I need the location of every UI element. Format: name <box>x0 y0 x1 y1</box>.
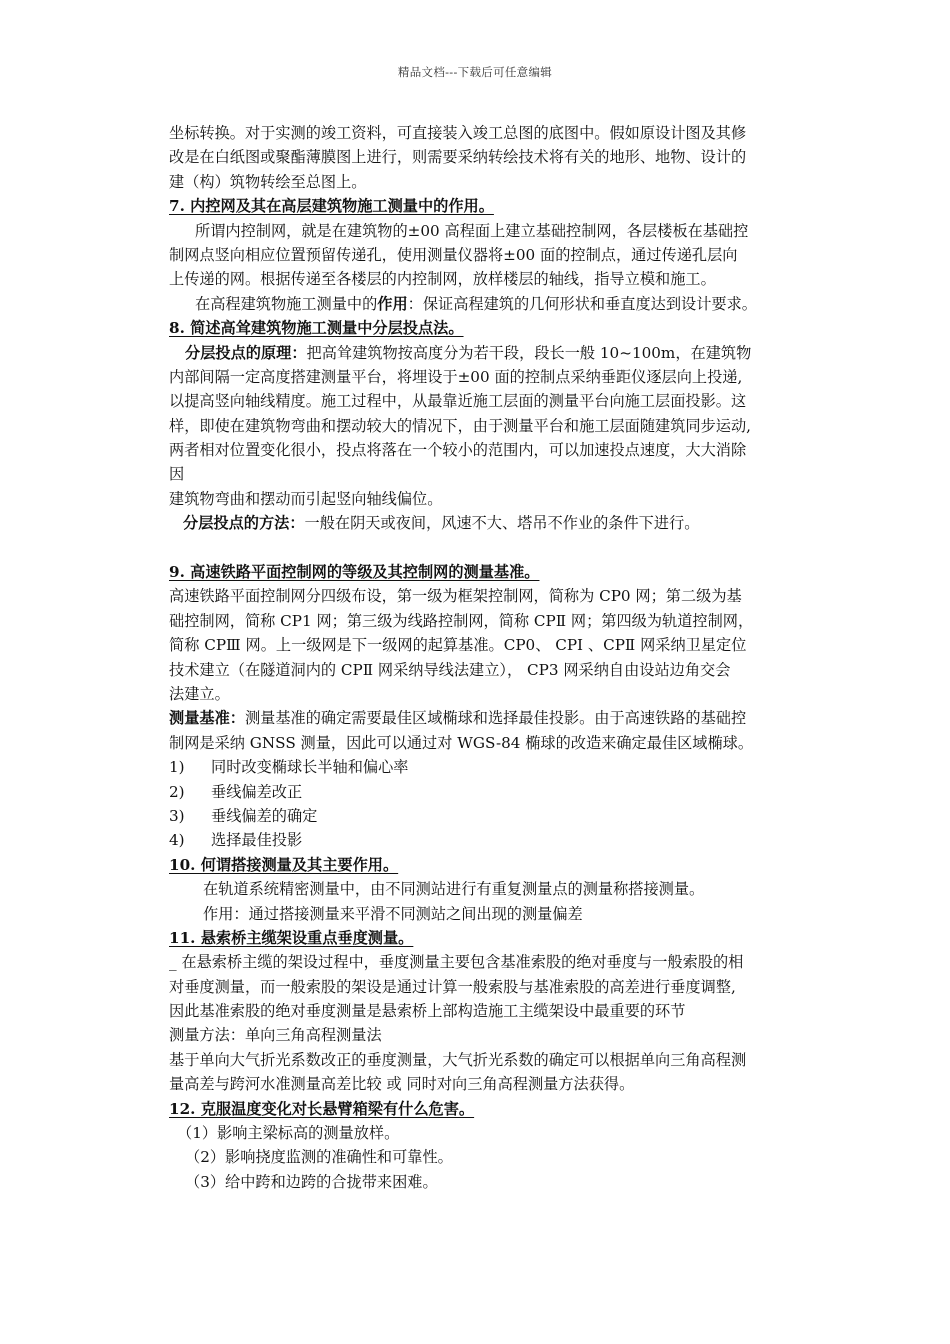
body-line: 建（构）筑物转绘至总图上。 <box>169 172 367 191</box>
list-item: （1）影响主梁标高的测量放样。 <box>177 1124 400 1143</box>
body-line: 对垂度测量，而一般索股的架设是通过计算一般索股与基准索股的高差进行垂度调整, <box>169 977 736 996</box>
section-7-role <box>169 292 809 316</box>
body-line: _ 在悬索桥主缆的架设过程中，垂度测量主要包含基准索股的绝对垂度与一般索股的相 <box>169 953 744 972</box>
section-heading-11: 11. 悬索桥主缆架设重点垂度测量。 <box>169 928 414 947</box>
body-line: 在轨道系统精密测量中，由不同测站进行有重复测量点的测量称搭接测量。 <box>203 880 705 899</box>
body-line: 制网是采纳 GNSS 测量，因此可以通过对 WGS-84 椭球的改造来确定最佳区域椭球。 <box>169 733 754 752</box>
body-line: 样，即使在建筑物弯曲和摆动较大的情况下，由于测量平台和施工层面随建筑同步运动, <box>169 416 751 435</box>
body-line: 所谓内控制网，就是在建筑物的±00 高程面上建立基础控制网，各层楼板在基础控 <box>195 221 749 240</box>
list-number: 3) <box>169 806 185 825</box>
page-header: 精品文档---下载后可任意编辑 <box>397 65 553 79</box>
list-item: （2）影响挠度监测的准确性和可靠性。 <box>185 1148 453 1167</box>
list-text: 同时改变椭球长半轴和偏心率 <box>211 758 409 777</box>
body-line: 以提高竖向轴线精度。施工过程中，从最靠近施工层面的测量平台向施工层面投影。这 <box>169 392 747 411</box>
role-label: 作用 <box>377 294 408 313</box>
body-line: 两者相对位置变化很小，投点将落在一个较小的范围内，可以加速投点速度，大大消除 <box>169 441 747 460</box>
list-number: 2) <box>169 782 185 801</box>
body-line: 改是在白纸图或聚酯薄膜图上进行，则需要采纳转绘技术将有关的地形、地物、设计的 <box>169 148 747 167</box>
method-line <box>169 511 809 535</box>
body-line: 上传递的网。根据传递至各楼层的内控制网，放样楼层的轴线，指导立模和施工。 <box>169 270 716 289</box>
section-heading-9: 9. 高速铁路平面控制网的等级及其控制网的测量基准。 <box>169 563 540 582</box>
list-item <box>169 828 809 852</box>
section-heading-8: 8. 简述高耸建筑物施工测量中分层投点法。 <box>169 319 464 338</box>
body-line: 技术建立（在隧道洞内的 CPⅡ 网采纳导线法建立）， CP3 网采纳自由设站边角交会 <box>169 660 731 679</box>
body-line: 制网点竖向相应位置预留传递孔，使用测量仪器将±00 面的控制点，通过传递孔层向 <box>169 245 738 264</box>
principle-text: 把高耸建筑物按高度分为若干段，段长一般 10~100m，在建筑物 <box>306 343 752 362</box>
body-line: 高速铁路平面控制网分四级布设，第一级为框架控制网，简称为 CP0 网；第二级为基 <box>169 587 742 606</box>
body-line: 法建立。 <box>169 684 230 703</box>
body-line: 测量方法：单向三角高程测量法 <box>169 1026 382 1045</box>
body-line: 因此基准索股的绝对垂度测量是悬索桥上部构造施工主缆架设中最重要的环节 <box>169 1002 686 1021</box>
method-text: 一般在阴天或夜间，风速不大、塔吊不作业的条件下进行。 <box>304 514 700 533</box>
body-line: 简称 CPⅢ 网。上一级网是下一级网的起算基准。CP0、 CPⅠ 、CPⅡ 网采纳卫星定位 <box>169 636 747 655</box>
section-heading-10: 10. 何谓搭接测量及其主要作用。 <box>169 855 399 874</box>
list-number: 1) <box>169 758 185 777</box>
list-text: 选择最佳投影 <box>211 831 303 850</box>
section-heading-12: 12. 克服温度变化对长悬臂箱梁有什么危害。 <box>169 1099 475 1118</box>
list-text: 垂线偏差改正 <box>211 782 303 801</box>
body-line: 作用：通过搭接测量来平滑不同测站之间出现的测量偏差 <box>203 904 583 923</box>
role-text: ：保证高程建筑的几何形状和垂直度达到设计要求。 <box>407 294 757 313</box>
body-line: 础控制网，简称 CP1 网；第三级为线路控制网，简称 CPⅡ 网；第四级为轨道控制网， <box>169 611 754 630</box>
method-label: 分层投点的方法： <box>183 514 305 533</box>
role-prefix: 在高程建筑物施工测量中的 <box>195 294 378 313</box>
datum-label: 测量基准： <box>169 709 245 728</box>
body-line: 基于单向大气折光系数改正的垂度测量，大气折光系数的确定可以根据单向三角高程测 <box>169 1050 747 1069</box>
principle-label: 分层投点的原理： <box>185 343 307 362</box>
spacer <box>169 536 809 560</box>
datum-line <box>169 706 809 730</box>
section-heading-7: 7. 内控网及其在高层建筑物施工测量中的作用。 <box>169 197 494 216</box>
document-body <box>169 121 809 1194</box>
list-number: 4) <box>169 831 185 850</box>
body-line: 量高差与跨河水准测量高差比较 或 同时对向三角高程测量方法获得。 <box>169 1075 635 1094</box>
body-line: 建筑物弯曲和摆动而引起竖向轴线偏位。 <box>169 489 443 508</box>
datum-text: 测量基准的确定需要最佳区域椭球和选择最佳投影。由于高速铁路的基础控 <box>244 709 747 728</box>
principle-line <box>169 341 809 365</box>
body-line: 坐标转换。对于实测的竣工资料，可直接装入竣工总图的底图中。假如原设计图及其修 <box>169 124 747 142</box>
list-text: 垂线偏差的确定 <box>211 806 318 825</box>
body-line: 内部间隔一定高度搭建测量平台，将埋设于±00 面的控制点采纳垂距仪逐层向上投递, <box>169 367 743 386</box>
list-item: （3）给中跨和边跨的合拢带来困难。 <box>185 1172 438 1191</box>
body-line: 因 <box>169 465 185 484</box>
list-item <box>169 804 809 828</box>
list-item <box>169 780 809 804</box>
list-item <box>169 755 809 779</box>
